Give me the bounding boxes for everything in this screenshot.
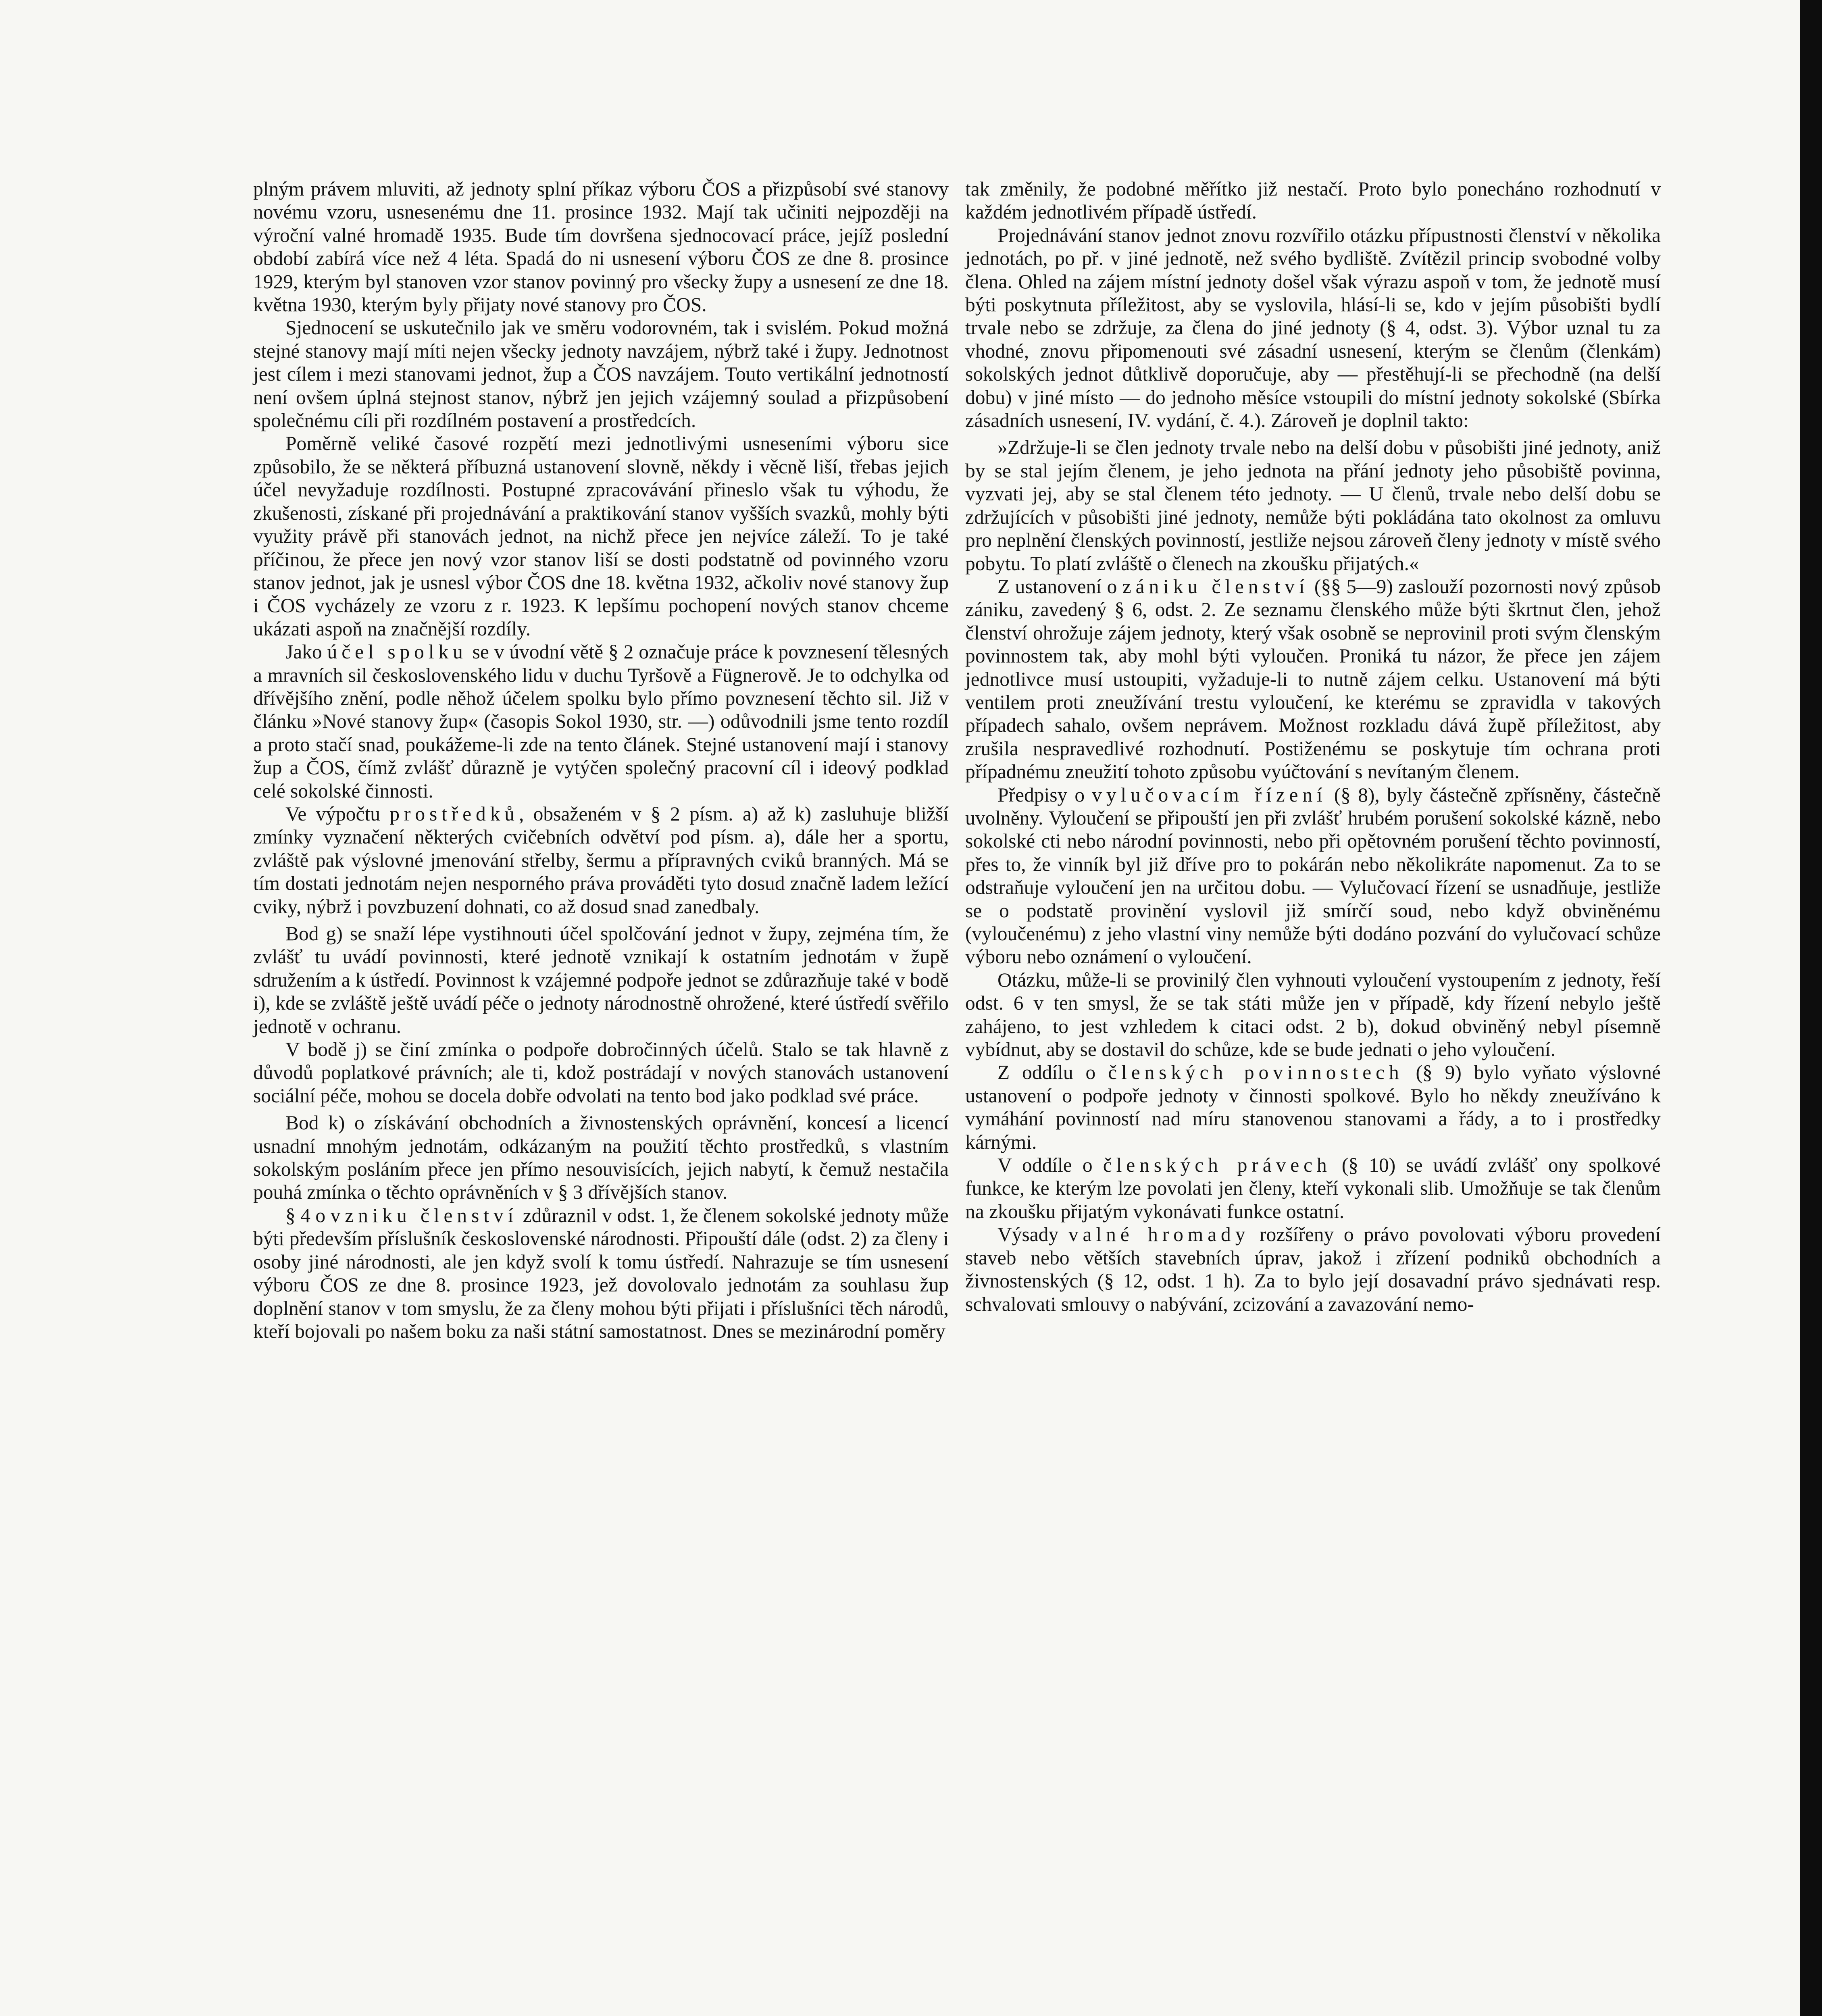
emphasized-term: členských právech bbox=[1103, 1154, 1331, 1177]
paragraph-lead: Jako bbox=[285, 641, 327, 663]
paragraph-lead: Ve výpočtu bbox=[285, 802, 390, 825]
paragraph-text: Sjednocení se uskutečnilo jak ve směru vodorovném, tak i svislém. Pokud možná stejné stanovy mají míti nejen všecky jednoty navzájem, nýbrž také i župy. Jednotnost jest cílem i mezi stanovami jednot, žup a ČOS navzájem. Touto vertikální jednotností není ovšem úplná stejnost stanov, nýbrž jen jejich vzájemný soulad a přizpůsobení společnému cíli při rozdílném postavení a prostředcích. bbox=[253, 317, 949, 432]
paragraph bbox=[253, 922, 949, 1038]
paragraph bbox=[965, 436, 1661, 575]
paragraph-text: rozšířeny o právo povolovati výboru provedení staveb nebo větších stavebních úprav, jakož i zřízení podniků obchodních a živnostenských (§ 12, odst. 1 h). Za to bylo její dosavadní právo sjednávati resp. schvalovati smlouvy o nabývání, zcizování a zavazování nemo- bbox=[965, 1223, 1661, 1315]
paragraph bbox=[965, 783, 1661, 968]
paragraph bbox=[965, 1154, 1661, 1223]
paragraph bbox=[253, 640, 949, 802]
paragraph-text: zdůraznil v odst. 1, že členem sokolské jednoty může býti především příslušník československé národnosti. Připouští dále (odst. 2) za členy i osoby jiné národnosti, ale jen když svolí k tomu ústředí. Nahrazuje se tím usnesení výboru ČOS ze dne 8. prosince 1923, jež dovolovalo jednotám za souhlasu žup doplnění stanov v tom smyslu, že za členy mohou býti přijati i příslušníci těch národů, kteří bojovali po našem boku za naši státní samostatnost. Dnes se mezinárodní poměry bbox=[253, 1204, 949, 1342]
paragraph bbox=[965, 575, 1661, 783]
emphasized-term: účel spolku bbox=[327, 641, 467, 663]
emphasized-term: členských povinnostech bbox=[1108, 1061, 1403, 1084]
paragraph-text: V bodě j) se činí zmínka o podpoře dobročinných účelů. Stalo se tak hlavně z důvodů poplatkové právních; ale ti, kdož postrádají v nových stanovách ustanovení sociální péče, mohou se docela dobře odvolati na tento bod jako podklad své práce. bbox=[253, 1038, 949, 1107]
paragraph-text: Otázku, může-li se provinilý člen vyhnouti vyloučení vystoupením z jednoty, řeší odst. 6 v ten smysl, že se tak státi může jen v případě, kdy řízení nebylo ještě zahájeno, to jest vzhledem k citaci odst. 2 b), dokud obviněný nebyl písemně vybídnut, aby se dostavil do schůze, kde se bude jednati o jeho vyloučení. bbox=[965, 968, 1661, 1061]
paragraph-lead: Předpisy o bbox=[997, 783, 1092, 806]
paragraph-lead: § 4 o bbox=[285, 1204, 331, 1227]
paragraph-text: , obsaženém v § 2 písm. a) až k) zasluhuje bližší zmínky vyznačení některých cvičebních odvětví pod písm. a), dále her a sportu, zvláště pak výslovné jmenování střelby, šermu a přípravných cviků branných. Má se tím dostati jednotám nejen nesporného práva prováděti tyto dosud značně ladem ležící cviky, nýbrž i povzbuzení dohnati, co až dosud snad zanedbaly. bbox=[253, 802, 949, 918]
paragraph-lead: Z oddílu o bbox=[997, 1061, 1108, 1084]
paragraph-text: (§§ 5—9) zaslouží pozornosti nový způsob zániku, zavedený § 6, odst. 2. Ze seznamu členského může býti škrtnut člen, jehož členství ohrožuje zájem jednoty, který však osobně se neprovinil proti svým členským povinnostem tak, aby mohl býti vyloučen. Proniká tu názor, že přece jen zájem jednotlivce musí ustoupiti, vyžaduje-li to nutně zájem celku. Ustanovení má býti ventilem proti zneužívání trestu vyloučení, ke kterému se zpravidla v takových případech sahalo, ovšem neprávem. Možnost rozkladu dává župě příležitost, aby zrušila nespravedlivé rozhodnutí. Postiženému se poskytuje tím ochrana proti případnému zneužití tohoto způsobu vyúčtování s nevítaným členem. bbox=[965, 575, 1661, 783]
paragraph-lead: Z ustanovení o bbox=[997, 575, 1122, 598]
paragraph-lead: V oddíle o bbox=[997, 1154, 1103, 1177]
paragraph-text: Poměrně veliké časové rozpětí mezi jednotlivými usneseními výboru sice způsobilo, že se některá příbuzná ustanovení slovně, někdy i věcně liší, třebas jejich účel nevyžaduje rozdílnosti. Postupné zpracovávání přineslo však tu výhodu, že zkušenosti, získané při projednávání a praktikování stanov vyšších svazků, mohly býti využity právě při stanovách jednot, na nichž přece jen nejvíce záleží. To je také příčinou, že přece jen nový vzor stanov liší se dosti podstatně od povinného vzoru stanov jednot, jak je usnesl výbor ČOS dne 18. května 1932, ačkoliv nové stanovy žup i ČOS vycházely ze vzoru z r. 1923. K lepšímu pochopení nových stanov chceme ukázati aspoň na značnější rozdíly. bbox=[253, 432, 949, 640]
paragraph-text: tak změnily, že podobné měřítko již nestačí. Proto bylo ponecháno rozhodnutí v každém jednotlivém případě ústředí. bbox=[965, 178, 1661, 223]
paragraph-text: (§ 8), byly částečně zpřísněny, částečně uvolněny. Vyloučení se připouští jen při zvlášť hrubém porušení sokolské kázně, nebo sokolské cti nebo národní povinnosti, nebo při opětovném porušení těchto povinností, přes to, že vinník byl již dříve pro to pokárán nebo několikráte napomenut. Za to se odstraňuje vyloučení jen na určitou dobu. — Vylučovací řízení se usnadňuje, jestliže se o podstatě provinění vyslovil již smírčí soud, nebo když obviněnému (vyloučenému) z jeho vlastní viny nemůže býti dodáno pozvání do vylučovací schůze výboru nebo oznámení o vyloučení. bbox=[965, 783, 1661, 968]
paragraph bbox=[253, 432, 949, 640]
paragraph-text: Bod g) se snaží lépe vystihnouti účel spolčování jednot v župy, zejména tím, že zvlášť tu uvádí povinnosti, které jednotě vznikají k ostatním jednotám v župě sdružením a k ústředí. Povinnost k vzájemné podpoře jednot se zdůrazňuje také v bodě i), kde se zvláště ještě uvádí péče o jednoty národnostně ohrožené, které ústředí svěřilo jednotě v ochranu. bbox=[253, 923, 949, 1037]
emphasized-term: valné hromady bbox=[1068, 1223, 1250, 1246]
paragraph bbox=[965, 177, 1661, 224]
right-column bbox=[965, 177, 1661, 1316]
paragraph bbox=[253, 316, 949, 432]
emphasized-term: vylučovacím řízení bbox=[1092, 783, 1327, 806]
emphasized-term: vzniku členství bbox=[330, 1204, 518, 1227]
paragraph bbox=[965, 968, 1661, 1061]
paragraph-text: se v úvodní větě § 2 označuje práce k povznesení tělesných a mravních sil československého lidu v duchu Tyršově a Fügnerově. Je to odchylka od dřívějšího znění, podle něhož účelem spolku bylo přímo povznesení těchto sil. Již v článku »Nové stanovy žup« (časopis Sokol 1930, str. —) odůvodnili jsme tento rozdíl a proto stačí snad, poukážeme-li zde na tento článek. Stejné ustanovení mají i stanovy žup a ČOS, čímž zvlášť důrazně je vytýčen společný pracovní cíl i ideový podklad celé sokolské činnosti. bbox=[253, 641, 949, 802]
emphasized-term: prostředků bbox=[389, 802, 519, 825]
paragraph bbox=[253, 1038, 949, 1107]
paragraph bbox=[253, 1204, 949, 1343]
left-column bbox=[253, 177, 949, 1343]
paragraph bbox=[253, 1111, 949, 1204]
paragraph-text: Bod k) o získávání obchodních a živnostenských oprávnění, koncesí a licencí usnadní mnohým jednotám, odkázaným na použití těchto prostředků, s vlastním sokolským posláním přece jen přímo nesouvisících, jejich nabytí, k čemuž nestačila pouhá zmínka o těchto oprávněních v § 3 dřívějších stanov. bbox=[253, 1112, 949, 1204]
paragraph bbox=[965, 1223, 1661, 1316]
paragraph-text: (§ 10) se uvádí zvlášť ony spolkové funkce, ke kterým lze povolati jen členy, kteří vykonali slib. Umožňuje se tak členům na zkoušku přijatým vykonávati funkce ostatní. bbox=[965, 1154, 1661, 1223]
emphasized-term: zániku členství bbox=[1122, 575, 1309, 598]
paragraph-text: »Zdržuje-li se člen jednoty trvale nebo na delší dobu v působišti jiné jednoty, aniž by se stal jejím členem, je jeho jednota na přání jednoty jeho působiště povinna, vyzvati jej, aby se stal členem této jednoty. — U členů, trvale nebo delší dobu se zdržujících v působišti jiné jednoty, nemůže býti pokládána tato okolnost za omluvu pro neplnění členských povinností, jestliže nejsou zároveň členy jednoty v místě svého pobytu. To platí zvláště o členech na zkoušku přijatých.« bbox=[965, 436, 1661, 575]
paragraph-text: Projednávání stanov jednot znovu rozvířilo otázku přípustnosti členství v několika jednotách, po př. v jiné jednotě, než svého bydliště. Zvítězil princip svobodné volby člena. Ohled na zájem místní jednoty došel však výrazu aspoň v tom, že jednotě musí býti poskytnuta příležitost, aby se vyslovila, hlásí-li se, kdo v jejím působišti bydlí trvale nebo se zdržuje, za člena do jiné jednoty (§ 4, odst. 3). Výbor uznal tu za vhodné, znovu připomenouti své zásadní usnesení, kterým se členům (členkám) sokolských jednot důtklivě doporučuje, aby — přestěhují-li se přechodně (na delší dobu) v jiné místo — do jednoho měsíce vstoupili do místní jednoty sokolské (Sbírka zásadních usnesení, IV. vydání, č. 4.). Zároveň je doplnil takto: bbox=[965, 224, 1661, 432]
paragraph-text: (§ 9) bylo vyňato výslovné ustanovení o podpoře jednoty v činnosti spolkové. Bylo ho někdy zneužíváno k vymáhání povinností nad míru stanovenou stanovami a řády, a to i prostředky kárnými. bbox=[965, 1061, 1661, 1153]
paragraph-lead: Výsady bbox=[997, 1223, 1068, 1246]
paragraph bbox=[965, 1061, 1661, 1154]
scan-edge-right bbox=[1800, 0, 1822, 2016]
paragraph bbox=[253, 177, 949, 316]
paragraph bbox=[965, 224, 1661, 432]
paragraph-text: plným právem mluviti, až jednoty splní příkaz výboru ČOS a přizpůsobí své stanovy novému vzoru, usnesenému dne 11. prosince 1932. Mají tak učiniti nejpozději na výroční valné hromadě 1935. Bude tím dovršena sjednocovací práce, jejíž poslední období zabírá více než 4 léta. Spadá do ni usnesení výboru ČOS ze dne 8. prosince 1929, kterým byl stanoven vzor stanov povinný pro všecky župy a usnesení ze dne 18. května 1930, kterým byly přijaty nové stanovy pro ČOS. bbox=[253, 178, 949, 316]
paragraph bbox=[253, 802, 949, 918]
